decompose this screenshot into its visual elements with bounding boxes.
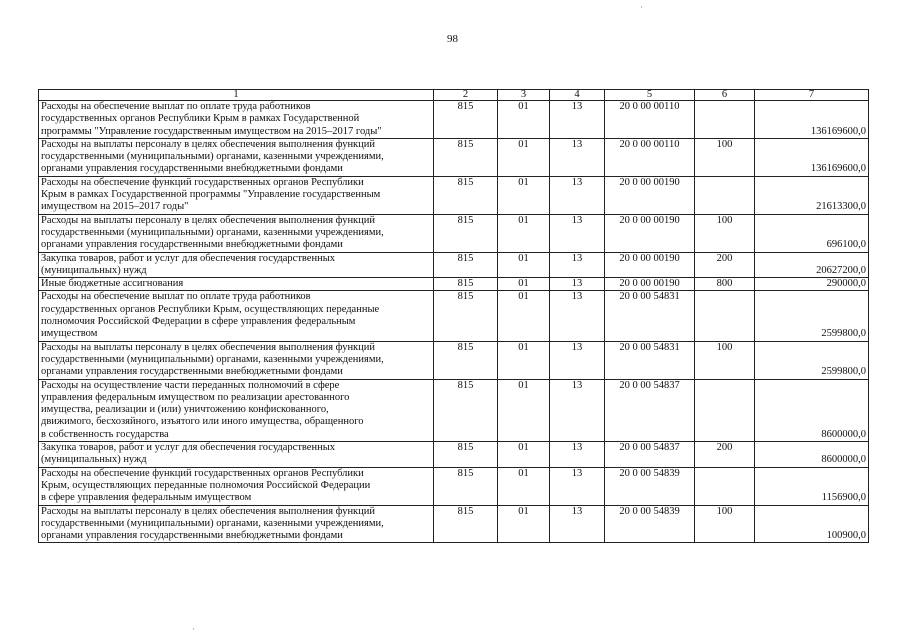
table-row <box>39 442 869 468</box>
expense-name-cell: Расходы на выплаты персоналу в целях обеспечения выполнения функций государственными (муниципальными) органами, казенными учреждениями, органами управления государственными внебюджетными фондами <box>39 505 434 543</box>
amount-cell: 8600000,0 <box>755 442 869 468</box>
expense-name-cell: Иные бюджетные ассигнования <box>39 278 434 291</box>
section-cell: 01 <box>498 176 550 214</box>
subsection-cell: 13 <box>550 379 605 441</box>
target-article-cell: 20 0 00 54837 <box>605 442 695 468</box>
expense-type-cell: 200 <box>695 442 755 468</box>
table-row <box>39 505 869 543</box>
table-row <box>39 278 869 291</box>
expense-type-cell: 100 <box>695 341 755 379</box>
column-header: 3 <box>498 90 550 101</box>
section-cell: 01 <box>498 138 550 176</box>
subsection-cell: 13 <box>550 505 605 543</box>
amount-cell: 2599800,0 <box>755 341 869 379</box>
amount-cell: 290000,0 <box>755 278 869 291</box>
expense-type-cell: 800 <box>695 278 755 291</box>
expense-name-cell: Расходы на осуществление части переданных полномочий в сфере управления федеральным имуществом по реализации арестованного имущества, реализации и (или) уничтожению конфискованного, движимого, бесхозяйного, изъятого или иного имущества, обращенного в собственность государства <box>39 379 434 441</box>
table-row <box>39 252 869 278</box>
expense-name-cell: Расходы на выплаты персоналу в целях обеспечения выполнения функций государственными (муниципальными) органами, казенными учреждениями, органами управления государственными внебюджетными фондами <box>39 214 434 252</box>
section-cell: 01 <box>498 341 550 379</box>
expense-name-cell: Расходы на обеспечение выплат по оплате труда работников государственных органов Республики Крым, осуществляющих переданные полномочия Российской Федерации в сфере управления федеральным имуществом <box>39 291 434 341</box>
amount-cell: 136169600,0 <box>755 138 869 176</box>
subsection-cell: 13 <box>550 278 605 291</box>
scan-artifact: · <box>640 2 643 12</box>
column-header: 1 <box>39 90 434 101</box>
section-cell: 01 <box>498 214 550 252</box>
ministry-code-cell: 815 <box>434 176 498 214</box>
subsection-cell: 13 <box>550 467 605 505</box>
table-row <box>39 214 869 252</box>
expense-type-cell: 100 <box>695 505 755 543</box>
column-header: 7 <box>755 90 869 101</box>
section-cell: 01 <box>498 291 550 341</box>
table-row <box>39 341 869 379</box>
section-cell: 01 <box>498 278 550 291</box>
amount-cell: 1156900,0 <box>755 467 869 505</box>
expense-name-cell: Расходы на обеспечение функций государственных органов Республики Крым в рамках Государственной программы "Управление государственным имуществом на 2015–2017 годы" <box>39 176 434 214</box>
table-row <box>39 101 869 139</box>
subsection-cell: 13 <box>550 341 605 379</box>
target-article-cell: 20 0 00 00110 <box>605 101 695 139</box>
ministry-code-cell: 815 <box>434 101 498 139</box>
section-cell: 01 <box>498 505 550 543</box>
column-header: 6 <box>695 90 755 101</box>
subsection-cell: 13 <box>550 138 605 176</box>
subsection-cell: 13 <box>550 101 605 139</box>
target-article-cell: 20 0 00 00190 <box>605 176 695 214</box>
ministry-code-cell: 815 <box>434 138 498 176</box>
ministry-code-cell: 815 <box>434 278 498 291</box>
ministry-code-cell: 815 <box>434 505 498 543</box>
expense-name-cell: Расходы на выплаты персоналу в целях обеспечения выполнения функций государственными (муниципальными) органами, казенными учреждениями, органами управления государственными внебюджетными фондами <box>39 138 434 176</box>
expense-type-cell <box>695 291 755 341</box>
amount-cell: 100900,0 <box>755 505 869 543</box>
target-article-cell: 20 0 00 00190 <box>605 278 695 291</box>
column-header: 5 <box>605 90 695 101</box>
section-cell: 01 <box>498 467 550 505</box>
amount-cell: 21613300,0 <box>755 176 869 214</box>
expense-type-cell: 100 <box>695 214 755 252</box>
target-article-cell: 20 0 00 54839 <box>605 467 695 505</box>
ministry-code-cell: 815 <box>434 467 498 505</box>
target-article-cell: 20 0 00 54839 <box>605 505 695 543</box>
table-header-row <box>39 90 869 101</box>
expense-name-cell: Расходы на обеспечение выплат по оплате труда работников государственных органов Республики Крым в рамках Государственной программы "Управление государственным имуществом на 2015–2017 годы" <box>39 101 434 139</box>
ministry-code-cell: 815 <box>434 252 498 278</box>
page-number: 98 <box>447 33 458 45</box>
subsection-cell: 13 <box>550 291 605 341</box>
amount-cell: 20627200,0 <box>755 252 869 278</box>
target-article-cell: 20 0 00 54837 <box>605 379 695 441</box>
ministry-code-cell: 815 <box>434 291 498 341</box>
table-row <box>39 138 869 176</box>
subsection-cell: 13 <box>550 214 605 252</box>
subsection-cell: 13 <box>550 442 605 468</box>
expense-type-cell: 200 <box>695 252 755 278</box>
expense-name-cell: Закупка товаров, работ и услуг для обеспечения государственных (муниципальных) нужд <box>39 252 434 278</box>
section-cell: 01 <box>498 101 550 139</box>
expense-name-cell: Расходы на обеспечение функций государственных органов Республики Крым, осуществляющих переданные полномочия Российской Федерации в сфере управления федеральным имуществом <box>39 467 434 505</box>
expense-type-cell: 100 <box>695 138 755 176</box>
target-article-cell: 20 0 00 00190 <box>605 214 695 252</box>
ministry-code-cell: 815 <box>434 214 498 252</box>
target-article-cell: 20 0 00 00110 <box>605 138 695 176</box>
section-cell: 01 <box>498 252 550 278</box>
table-row <box>39 467 869 505</box>
budget-table <box>38 89 869 543</box>
target-article-cell: 20 0 00 54831 <box>605 291 695 341</box>
target-article-cell: 20 0 00 00190 <box>605 252 695 278</box>
section-cell: 01 <box>498 442 550 468</box>
ministry-code-cell: 815 <box>434 442 498 468</box>
amount-cell: 136169600,0 <box>755 101 869 139</box>
column-header: 2 <box>434 90 498 101</box>
section-cell: 01 <box>498 379 550 441</box>
target-article-cell: 20 0 00 54831 <box>605 341 695 379</box>
subsection-cell: 13 <box>550 252 605 278</box>
table-row <box>39 379 869 441</box>
amount-cell: 8600000,0 <box>755 379 869 441</box>
subsection-cell: 13 <box>550 176 605 214</box>
expense-type-cell <box>695 467 755 505</box>
column-header: 4 <box>550 90 605 101</box>
expense-name-cell: Закупка товаров, работ и услуг для обеспечения государственных (муниципальных) нужд <box>39 442 434 468</box>
amount-cell: 2599800,0 <box>755 291 869 341</box>
amount-cell: 696100,0 <box>755 214 869 252</box>
ministry-code-cell: 815 <box>434 341 498 379</box>
ministry-code-cell: 815 <box>434 379 498 441</box>
table-row <box>39 176 869 214</box>
table-row <box>39 291 869 341</box>
expense-name-cell: Расходы на выплаты персоналу в целях обеспечения выполнения функций государственными (муниципальными) органами, казенными учреждениями, органами управления государственными внебюджетными фондами <box>39 341 434 379</box>
expense-type-cell <box>695 379 755 441</box>
expense-type-cell <box>695 101 755 139</box>
scan-artifact: · <box>192 624 195 634</box>
expense-type-cell <box>695 176 755 214</box>
